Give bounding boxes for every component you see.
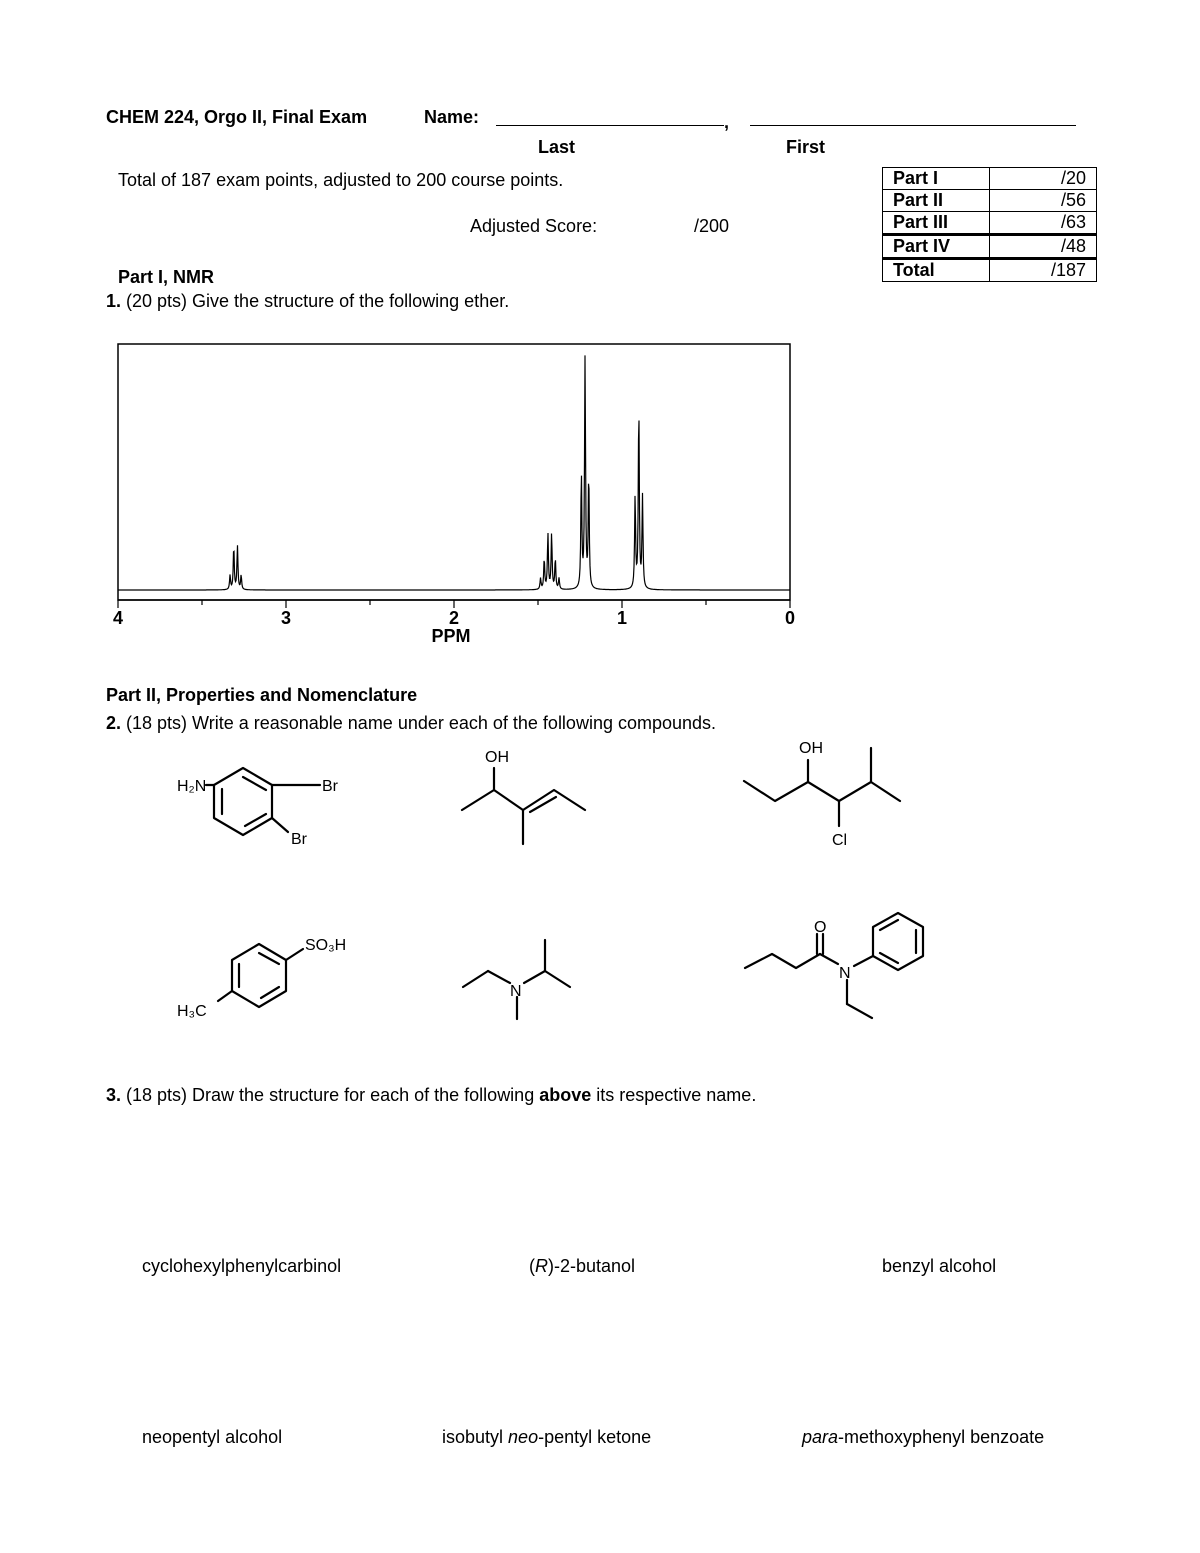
part1-heading: Part I, NMR xyxy=(118,267,215,287)
score-part: Part III xyxy=(883,212,990,235)
compound-name: isobutyl neo-pentyl ketone xyxy=(442,1427,652,1447)
oh-label: OH xyxy=(799,740,823,757)
part2-heading: Part II, Properties and Nomenclature xyxy=(106,685,418,705)
score-row xyxy=(883,168,1097,190)
molecule-toluenesulfonic-acid xyxy=(175,928,375,1023)
plot-frame xyxy=(118,344,790,600)
adjusted-score-max: /200 xyxy=(694,216,730,236)
exam-title: CHEM 224, Orgo II, Final Exam xyxy=(106,107,368,127)
name-label: Name: xyxy=(424,107,480,127)
molecule-chloromethylhexanol xyxy=(735,738,915,853)
br-label: Br xyxy=(291,831,307,848)
x-tick-label: 2 xyxy=(448,608,460,628)
molecule-tertiary-amine xyxy=(455,935,585,1025)
total-points-text: Total of 187 exam points, adjusted to 200 course points. xyxy=(118,170,564,190)
x-tick-label: 0 xyxy=(784,608,796,628)
x-tick-label: 1 xyxy=(616,608,628,628)
n-label: N xyxy=(839,965,851,982)
o-label: O xyxy=(814,919,827,936)
x-tick-label: 4 xyxy=(112,608,124,628)
score-points: /48 xyxy=(990,235,1097,259)
score-part: Part IV xyxy=(883,235,990,259)
compound-name: (R)-2-butanol xyxy=(529,1256,636,1276)
h3c-label: H₃C xyxy=(177,1003,207,1020)
compound-name: cyclohexylphenylcarbinol xyxy=(142,1256,342,1276)
adjusted-score-label: Adjusted Score: xyxy=(470,216,598,236)
cl-label: Cl xyxy=(832,832,848,849)
br-label: Br xyxy=(322,778,338,795)
x-axis-label: PPM xyxy=(431,626,471,646)
score-row xyxy=(883,190,1097,212)
molecule-dibromoaniline xyxy=(170,750,370,860)
question-text: (18 pts) Draw the structure for each of the following xyxy=(121,1085,540,1105)
score-part: Part II xyxy=(883,190,990,212)
so3h-label: SO₃H xyxy=(305,937,347,954)
nmr-spectrum xyxy=(110,338,810,648)
score-table xyxy=(882,167,1097,282)
score-part: Part I xyxy=(883,168,990,190)
nh2-label: H₂N xyxy=(177,778,207,795)
spectrum-trace xyxy=(118,355,790,590)
score-points: /56 xyxy=(990,190,1097,212)
name-comma: , xyxy=(724,112,730,132)
first-name-field[interactable] xyxy=(750,125,1076,126)
question-2 xyxy=(106,713,716,734)
question-text: its respective name. xyxy=(591,1085,757,1105)
question-emphasis: above xyxy=(539,1085,592,1105)
question-text: (20 pts) Give the structure of the following ether. xyxy=(121,291,510,311)
question-number: 1. xyxy=(106,291,122,311)
last-label: Last xyxy=(538,137,576,157)
question-number: 2. xyxy=(106,713,122,733)
question-text: (18 pts) Write a reasonable name under each of the following compounds. xyxy=(121,713,717,733)
molecule-phenylbutanamide xyxy=(738,908,938,1023)
score-points: /20 xyxy=(990,168,1097,190)
molecule-methylpentenol xyxy=(450,742,600,852)
question-1 xyxy=(106,291,509,312)
x-tick-label: 3 xyxy=(280,608,292,628)
first-label: First xyxy=(786,137,826,157)
compound-name: para-methoxyphenyl benzoate xyxy=(802,1427,1045,1447)
score-points: /63 xyxy=(990,212,1097,235)
question-number: 3. xyxy=(106,1085,122,1105)
x-axis xyxy=(113,600,795,628)
last-name-field[interactable] xyxy=(496,125,724,126)
score-row xyxy=(883,259,1097,282)
score-row xyxy=(883,212,1097,235)
compound-name: benzyl alcohol xyxy=(882,1256,997,1276)
score-part: Total xyxy=(883,259,990,282)
score-row xyxy=(883,235,1097,259)
oh-label: OH xyxy=(485,749,509,766)
score-points: /187 xyxy=(990,259,1097,282)
compound-name: neopentyl alcohol xyxy=(142,1427,283,1447)
n-label: N xyxy=(510,983,522,1000)
question-3 xyxy=(106,1085,756,1106)
